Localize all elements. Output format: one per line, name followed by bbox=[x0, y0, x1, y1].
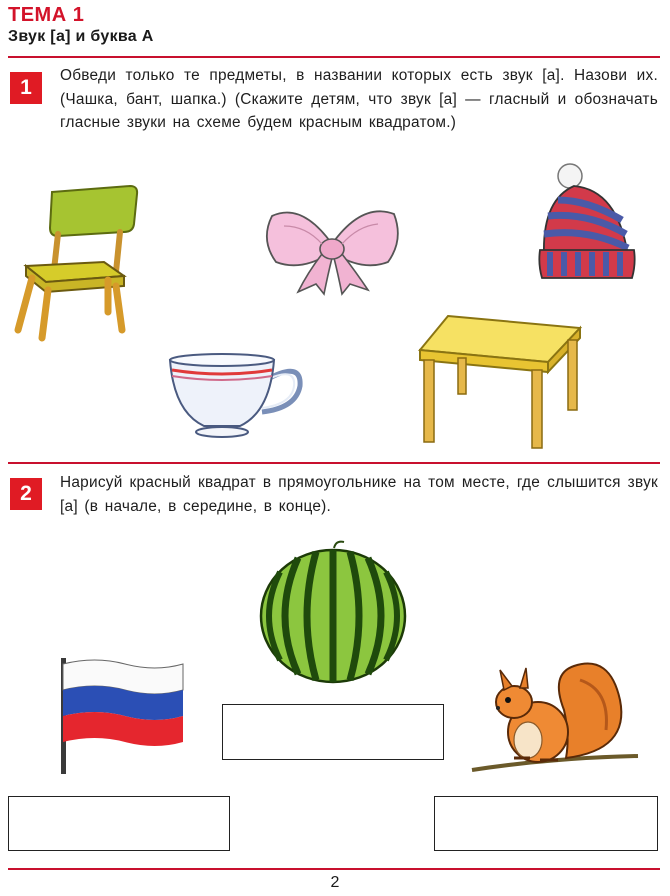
bow-image[interactable] bbox=[262, 202, 402, 297]
chair-image[interactable] bbox=[12, 180, 142, 340]
squirrel-image[interactable] bbox=[470, 640, 640, 780]
answer-box-watermelon[interactable] bbox=[222, 704, 444, 760]
task-1-text: Обведи только те предметы, в названии которых есть звук [а]. Назови их. (Чашка, бант, шапка.) (Скажите детям, что звук [а] — гласный и обозначать гласные звуки на схеме будем красным квадратом.) bbox=[60, 67, 658, 131]
header-divider bbox=[8, 56, 660, 58]
task-2-text: Нарисуй красный квадрат в прямоугольнике на том месте, где слышится звук [а] (в начале, в середине, в конце). bbox=[60, 474, 658, 515]
table-image[interactable] bbox=[418, 312, 588, 452]
cup-image[interactable] bbox=[166, 352, 306, 442]
task-1-number: 1 bbox=[10, 72, 42, 104]
footer-divider bbox=[8, 868, 660, 870]
topic-subtitle: Звук [а] и буква А bbox=[8, 28, 154, 45]
page-number: 2 bbox=[330, 874, 340, 891]
watermelon-image[interactable] bbox=[258, 540, 408, 685]
answer-box-flag[interactable] bbox=[8, 796, 230, 851]
section-divider bbox=[8, 462, 660, 464]
knit-hat-image[interactable] bbox=[538, 160, 638, 285]
answer-box-squirrel[interactable] bbox=[434, 796, 658, 851]
flag-image[interactable] bbox=[55, 656, 190, 776]
task-2-number: 2 bbox=[10, 478, 42, 510]
topic-title: ТЕМА 1 bbox=[8, 4, 85, 26]
